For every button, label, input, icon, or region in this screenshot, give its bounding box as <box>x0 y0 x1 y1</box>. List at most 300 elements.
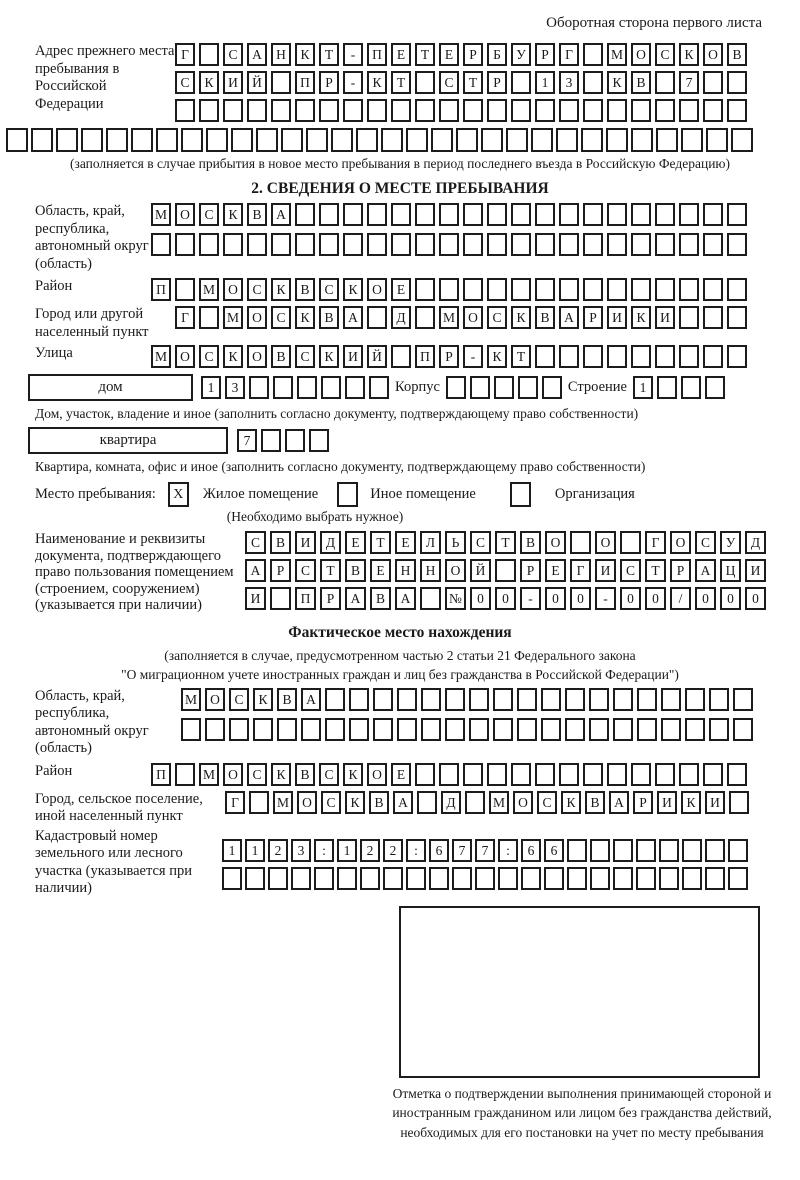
char-box[interactable]: Р <box>487 71 507 94</box>
char-box[interactable] <box>709 718 729 741</box>
char-box[interactable] <box>727 203 747 226</box>
char-box[interactable]: М <box>273 791 293 814</box>
char-box[interactable]: О <box>247 306 267 329</box>
char-box[interactable] <box>291 867 311 890</box>
char-box[interactable]: О <box>367 763 387 786</box>
char-box[interactable] <box>727 763 747 786</box>
char-box[interactable]: К <box>681 791 701 814</box>
char-box[interactable]: О <box>223 763 243 786</box>
char-box[interactable] <box>703 278 723 301</box>
char-box[interactable] <box>590 839 610 862</box>
char-box[interactable] <box>729 791 749 814</box>
char-box[interactable] <box>56 128 78 152</box>
char-box[interactable]: А <box>301 688 321 711</box>
char-box[interactable] <box>570 531 591 554</box>
char-box[interactable]: Е <box>391 278 411 301</box>
char-box[interactable] <box>493 688 513 711</box>
char-box[interactable] <box>583 763 603 786</box>
char-box[interactable]: И <box>655 306 675 329</box>
char-box[interactable]: Т <box>370 531 391 554</box>
char-box[interactable] <box>415 278 435 301</box>
char-box[interactable]: 1 <box>222 839 242 862</box>
char-box[interactable]: 7 <box>237 429 257 452</box>
char-box[interactable]: И <box>245 587 266 610</box>
char-box[interactable]: О <box>297 791 317 814</box>
char-box[interactable] <box>679 233 699 256</box>
char-box[interactable]: Ь <box>445 531 466 554</box>
char-box[interactable] <box>541 718 561 741</box>
char-box[interactable] <box>463 99 483 122</box>
char-box[interactable]: В <box>520 531 541 554</box>
cadastre-row-2[interactable] <box>222 867 748 890</box>
char-box[interactable] <box>655 203 675 226</box>
char-box[interactable] <box>728 867 748 890</box>
char-box[interactable] <box>223 233 243 256</box>
char-box[interactable] <box>535 99 555 122</box>
char-box[interactable] <box>367 99 387 122</box>
char-box[interactable] <box>655 71 675 94</box>
char-box[interactable]: И <box>745 559 766 582</box>
char-box[interactable]: О <box>703 43 723 66</box>
char-box[interactable] <box>397 718 417 741</box>
char-box[interactable] <box>655 278 675 301</box>
char-box[interactable] <box>679 278 699 301</box>
char-box[interactable] <box>391 203 411 226</box>
char-box[interactable]: С <box>537 791 557 814</box>
char-box[interactable] <box>511 763 531 786</box>
char-box[interactable] <box>661 688 681 711</box>
char-box[interactable] <box>465 791 485 814</box>
char-box[interactable] <box>273 376 293 399</box>
char-box[interactable] <box>655 763 675 786</box>
char-box[interactable]: К <box>253 688 273 711</box>
char-box[interactable] <box>360 867 380 890</box>
char-box[interactable] <box>301 718 321 741</box>
char-box[interactable] <box>631 128 653 152</box>
char-box[interactable] <box>567 867 587 890</box>
char-box[interactable]: 7 <box>475 839 495 862</box>
char-box[interactable]: / <box>670 587 691 610</box>
district-row[interactable] <box>151 278 747 301</box>
char-box[interactable] <box>261 429 281 452</box>
char-box[interactable]: А <box>271 203 291 226</box>
char-box[interactable] <box>391 99 411 122</box>
stay-type-checkbox-residential[interactable]: X <box>168 482 189 507</box>
char-box[interactable]: П <box>415 345 435 368</box>
char-box[interactable] <box>314 867 334 890</box>
char-box[interactable] <box>175 278 195 301</box>
char-box[interactable] <box>542 376 562 399</box>
char-box[interactable]: В <box>631 71 651 94</box>
char-box[interactable] <box>517 718 537 741</box>
char-box[interactable]: С <box>295 345 315 368</box>
char-box[interactable] <box>325 688 345 711</box>
char-box[interactable]: К <box>271 278 291 301</box>
char-box[interactable] <box>270 587 291 610</box>
char-box[interactable] <box>321 376 341 399</box>
char-box[interactable] <box>406 128 428 152</box>
char-box[interactable]: Е <box>391 763 411 786</box>
char-box[interactable]: К <box>199 71 219 94</box>
prev-address-row-2[interactable] <box>175 71 747 94</box>
char-box[interactable] <box>463 278 483 301</box>
char-box[interactable] <box>319 233 339 256</box>
char-box[interactable] <box>636 839 656 862</box>
char-box[interactable]: Р <box>670 559 691 582</box>
char-box[interactable] <box>295 99 315 122</box>
house-number-cells[interactable] <box>201 376 389 399</box>
char-box[interactable]: - <box>343 43 363 66</box>
char-box[interactable]: И <box>295 531 316 554</box>
char-box[interactable]: Р <box>319 71 339 94</box>
char-box[interactable]: К <box>271 763 291 786</box>
char-box[interactable] <box>331 128 353 152</box>
char-box[interactable] <box>391 233 411 256</box>
char-box[interactable] <box>367 306 387 329</box>
char-box[interactable]: О <box>367 278 387 301</box>
char-box[interactable]: С <box>247 763 267 786</box>
char-box[interactable]: В <box>727 43 747 66</box>
char-box[interactable] <box>679 99 699 122</box>
char-box[interactable] <box>705 376 725 399</box>
korpus-cells[interactable] <box>446 376 562 399</box>
char-box[interactable] <box>397 688 417 711</box>
char-box[interactable]: 2 <box>268 839 288 862</box>
char-box[interactable]: 0 <box>470 587 491 610</box>
char-box[interactable] <box>463 203 483 226</box>
char-box[interactable] <box>446 376 466 399</box>
char-box[interactable] <box>682 867 702 890</box>
char-box[interactable] <box>607 99 627 122</box>
char-box[interactable]: А <box>245 559 266 582</box>
char-box[interactable] <box>583 71 603 94</box>
char-box[interactable] <box>156 128 178 152</box>
char-box[interactable] <box>367 233 387 256</box>
char-box[interactable]: Р <box>320 587 341 610</box>
house-field-box[interactable]: дом <box>28 374 193 401</box>
document-row-1[interactable] <box>245 531 766 554</box>
char-box[interactable] <box>535 345 555 368</box>
char-box[interactable]: В <box>295 763 315 786</box>
char-box[interactable]: С <box>247 278 267 301</box>
char-box[interactable]: К <box>295 43 315 66</box>
char-box[interactable]: К <box>345 791 365 814</box>
char-box[interactable] <box>679 345 699 368</box>
char-box[interactable]: А <box>695 559 716 582</box>
char-box[interactable] <box>589 718 609 741</box>
char-box[interactable] <box>431 128 453 152</box>
char-box[interactable] <box>556 128 578 152</box>
char-box[interactable]: Т <box>495 531 516 554</box>
char-box[interactable] <box>607 345 627 368</box>
apartment-cells[interactable] <box>237 429 329 452</box>
char-box[interactable]: 6 <box>521 839 541 862</box>
char-box[interactable]: У <box>720 531 741 554</box>
char-box[interactable]: Н <box>395 559 416 582</box>
char-box[interactable] <box>703 203 723 226</box>
char-box[interactable] <box>369 376 389 399</box>
char-box[interactable]: С <box>470 531 491 554</box>
city-row[interactable] <box>175 306 747 329</box>
char-box[interactable] <box>31 128 53 152</box>
char-box[interactable] <box>637 718 657 741</box>
char-box[interactable] <box>469 718 489 741</box>
char-box[interactable] <box>271 71 291 94</box>
char-box[interactable] <box>631 203 651 226</box>
char-box[interactable] <box>567 839 587 862</box>
char-box[interactable] <box>281 128 303 152</box>
char-box[interactable] <box>559 99 579 122</box>
char-box[interactable]: С <box>655 43 675 66</box>
char-box[interactable] <box>613 718 633 741</box>
char-box[interactable] <box>703 345 723 368</box>
char-box[interactable]: М <box>151 345 171 368</box>
char-box[interactable]: К <box>631 306 651 329</box>
char-box[interactable] <box>511 99 531 122</box>
char-box[interactable]: И <box>343 345 363 368</box>
char-box[interactable] <box>703 763 723 786</box>
char-box[interactable]: К <box>561 791 581 814</box>
char-box[interactable] <box>356 128 378 152</box>
char-box[interactable]: 1 <box>535 71 555 94</box>
char-box[interactable]: О <box>205 688 225 711</box>
char-box[interactable]: Г <box>559 43 579 66</box>
char-box[interactable] <box>249 791 269 814</box>
prev-address-row-4[interactable] <box>6 128 800 152</box>
actual-city-row[interactable] <box>225 791 749 814</box>
char-box[interactable]: К <box>223 345 243 368</box>
char-box[interactable] <box>655 345 675 368</box>
char-box[interactable] <box>703 306 723 329</box>
char-box[interactable]: О <box>670 531 691 554</box>
char-box[interactable] <box>383 867 403 890</box>
char-box[interactable]: Й <box>367 345 387 368</box>
char-box[interactable]: А <box>247 43 267 66</box>
char-box[interactable]: В <box>270 531 291 554</box>
char-box[interactable] <box>559 203 579 226</box>
char-box[interactable] <box>544 867 564 890</box>
char-box[interactable]: 3 <box>291 839 311 862</box>
stroenie-cells[interactable] <box>633 376 725 399</box>
char-box[interactable]: И <box>223 71 243 94</box>
char-box[interactable] <box>583 233 603 256</box>
region-row-2[interactable] <box>151 233 747 256</box>
char-box[interactable] <box>415 306 435 329</box>
char-box[interactable]: Р <box>633 791 653 814</box>
char-box[interactable]: Т <box>319 43 339 66</box>
char-box[interactable] <box>607 763 627 786</box>
char-box[interactable]: С <box>229 688 249 711</box>
char-box[interactable]: 0 <box>645 587 666 610</box>
char-box[interactable]: П <box>295 587 316 610</box>
char-box[interactable] <box>733 688 753 711</box>
char-box[interactable]: М <box>199 278 219 301</box>
char-box[interactable] <box>607 203 627 226</box>
char-box[interactable]: М <box>151 203 171 226</box>
char-box[interactable] <box>343 203 363 226</box>
char-box[interactable] <box>325 718 345 741</box>
char-box[interactable]: Т <box>391 71 411 94</box>
char-box[interactable] <box>535 763 555 786</box>
char-box[interactable]: Д <box>745 531 766 554</box>
char-box[interactable] <box>391 345 411 368</box>
char-box[interactable] <box>415 203 435 226</box>
char-box[interactable]: Д <box>441 791 461 814</box>
char-box[interactable]: А <box>343 306 363 329</box>
char-box[interactable] <box>607 233 627 256</box>
char-box[interactable] <box>253 718 273 741</box>
char-box[interactable] <box>415 233 435 256</box>
char-box[interactable]: 0 <box>720 587 741 610</box>
char-box[interactable]: 0 <box>570 587 591 610</box>
char-box[interactable] <box>249 376 269 399</box>
char-box[interactable]: В <box>345 559 366 582</box>
char-box[interactable]: № <box>445 587 466 610</box>
char-box[interactable] <box>511 71 531 94</box>
char-box[interactable]: П <box>151 278 171 301</box>
char-box[interactable]: С <box>319 763 339 786</box>
char-box[interactable] <box>535 233 555 256</box>
char-box[interactable]: В <box>295 278 315 301</box>
char-box[interactable]: К <box>487 345 507 368</box>
char-box[interactable] <box>727 71 747 94</box>
char-box[interactable]: М <box>439 306 459 329</box>
char-box[interactable] <box>306 128 328 152</box>
char-box[interactable] <box>506 128 528 152</box>
char-box[interactable]: Е <box>545 559 566 582</box>
char-box[interactable] <box>106 128 128 152</box>
char-box[interactable] <box>607 278 627 301</box>
char-box[interactable] <box>636 867 656 890</box>
char-box[interactable] <box>199 306 219 329</box>
char-box[interactable] <box>681 128 703 152</box>
char-box[interactable]: О <box>545 531 566 554</box>
actual-district-row[interactable] <box>151 763 747 786</box>
char-box[interactable]: Г <box>225 791 245 814</box>
char-box[interactable]: А <box>559 306 579 329</box>
char-box[interactable] <box>679 203 699 226</box>
char-box[interactable]: Р <box>520 559 541 582</box>
char-box[interactable] <box>682 839 702 862</box>
char-box[interactable] <box>685 688 705 711</box>
char-box[interactable] <box>685 718 705 741</box>
char-box[interactable] <box>583 345 603 368</box>
char-box[interactable]: К <box>343 278 363 301</box>
char-box[interactable] <box>565 718 585 741</box>
char-box[interactable]: Н <box>271 43 291 66</box>
char-box[interactable]: 1 <box>201 376 221 399</box>
char-box[interactable] <box>343 99 363 122</box>
char-box[interactable] <box>343 233 363 256</box>
street-row[interactable] <box>151 345 747 368</box>
char-box[interactable]: Е <box>391 43 411 66</box>
char-box[interactable]: 0 <box>495 587 516 610</box>
char-box[interactable] <box>151 233 171 256</box>
char-box[interactable] <box>439 233 459 256</box>
char-box[interactable] <box>309 429 329 452</box>
char-box[interactable] <box>469 688 489 711</box>
char-box[interactable] <box>703 99 723 122</box>
char-box[interactable] <box>481 128 503 152</box>
char-box[interactable] <box>655 99 675 122</box>
char-box[interactable] <box>541 688 561 711</box>
char-box[interactable] <box>535 278 555 301</box>
char-box[interactable]: А <box>609 791 629 814</box>
char-box[interactable] <box>659 867 679 890</box>
char-box[interactable]: С <box>487 306 507 329</box>
char-box[interactable] <box>535 203 555 226</box>
char-box[interactable] <box>381 128 403 152</box>
char-box[interactable]: В <box>370 587 391 610</box>
char-box[interactable] <box>679 306 699 329</box>
char-box[interactable] <box>271 99 291 122</box>
char-box[interactable] <box>495 559 516 582</box>
char-box[interactable] <box>297 376 317 399</box>
char-box[interactable]: О <box>175 345 195 368</box>
char-box[interactable] <box>703 71 723 94</box>
char-box[interactable]: В <box>585 791 605 814</box>
char-box[interactable]: Г <box>570 559 591 582</box>
char-box[interactable]: Р <box>270 559 291 582</box>
char-box[interactable]: 0 <box>695 587 716 610</box>
char-box[interactable]: 7 <box>452 839 472 862</box>
char-box[interactable]: О <box>463 306 483 329</box>
char-box[interactable]: 1 <box>245 839 265 862</box>
char-box[interactable] <box>631 763 651 786</box>
char-box[interactable] <box>415 763 435 786</box>
char-box[interactable]: Г <box>175 306 195 329</box>
char-box[interactable] <box>679 763 699 786</box>
char-box[interactable]: С <box>245 531 266 554</box>
char-box[interactable] <box>205 718 225 741</box>
char-box[interactable] <box>452 867 472 890</box>
char-box[interactable] <box>349 718 369 741</box>
char-box[interactable] <box>199 99 219 122</box>
char-box[interactable]: О <box>247 345 267 368</box>
char-box[interactable]: И <box>607 306 627 329</box>
char-box[interactable]: К <box>367 71 387 94</box>
char-box[interactable]: С <box>439 71 459 94</box>
char-box[interactable] <box>727 233 747 256</box>
char-box[interactable] <box>175 763 195 786</box>
char-box[interactable]: К <box>679 43 699 66</box>
char-box[interactable]: У <box>511 43 531 66</box>
char-box[interactable] <box>631 278 651 301</box>
char-box[interactable] <box>681 376 701 399</box>
char-box[interactable]: Р <box>583 306 603 329</box>
char-box[interactable]: Л <box>420 531 441 554</box>
char-box[interactable]: С <box>321 791 341 814</box>
stay-type-checkbox-organization[interactable] <box>510 482 531 507</box>
char-box[interactable] <box>222 867 242 890</box>
prev-address-row-3[interactable] <box>175 99 747 122</box>
char-box[interactable]: Ц <box>720 559 741 582</box>
char-box[interactable]: С <box>223 43 243 66</box>
char-box[interactable] <box>727 278 747 301</box>
char-box[interactable] <box>181 128 203 152</box>
char-box[interactable] <box>631 233 651 256</box>
char-box[interactable] <box>247 233 267 256</box>
region-row-1[interactable] <box>151 203 747 226</box>
char-box[interactable]: М <box>607 43 627 66</box>
char-box[interactable]: О <box>595 531 616 554</box>
char-box[interactable] <box>657 376 677 399</box>
char-box[interactable]: М <box>223 306 243 329</box>
char-box[interactable] <box>245 867 265 890</box>
char-box[interactable]: - <box>595 587 616 610</box>
char-box[interactable] <box>429 867 449 890</box>
char-box[interactable]: С <box>199 203 219 226</box>
